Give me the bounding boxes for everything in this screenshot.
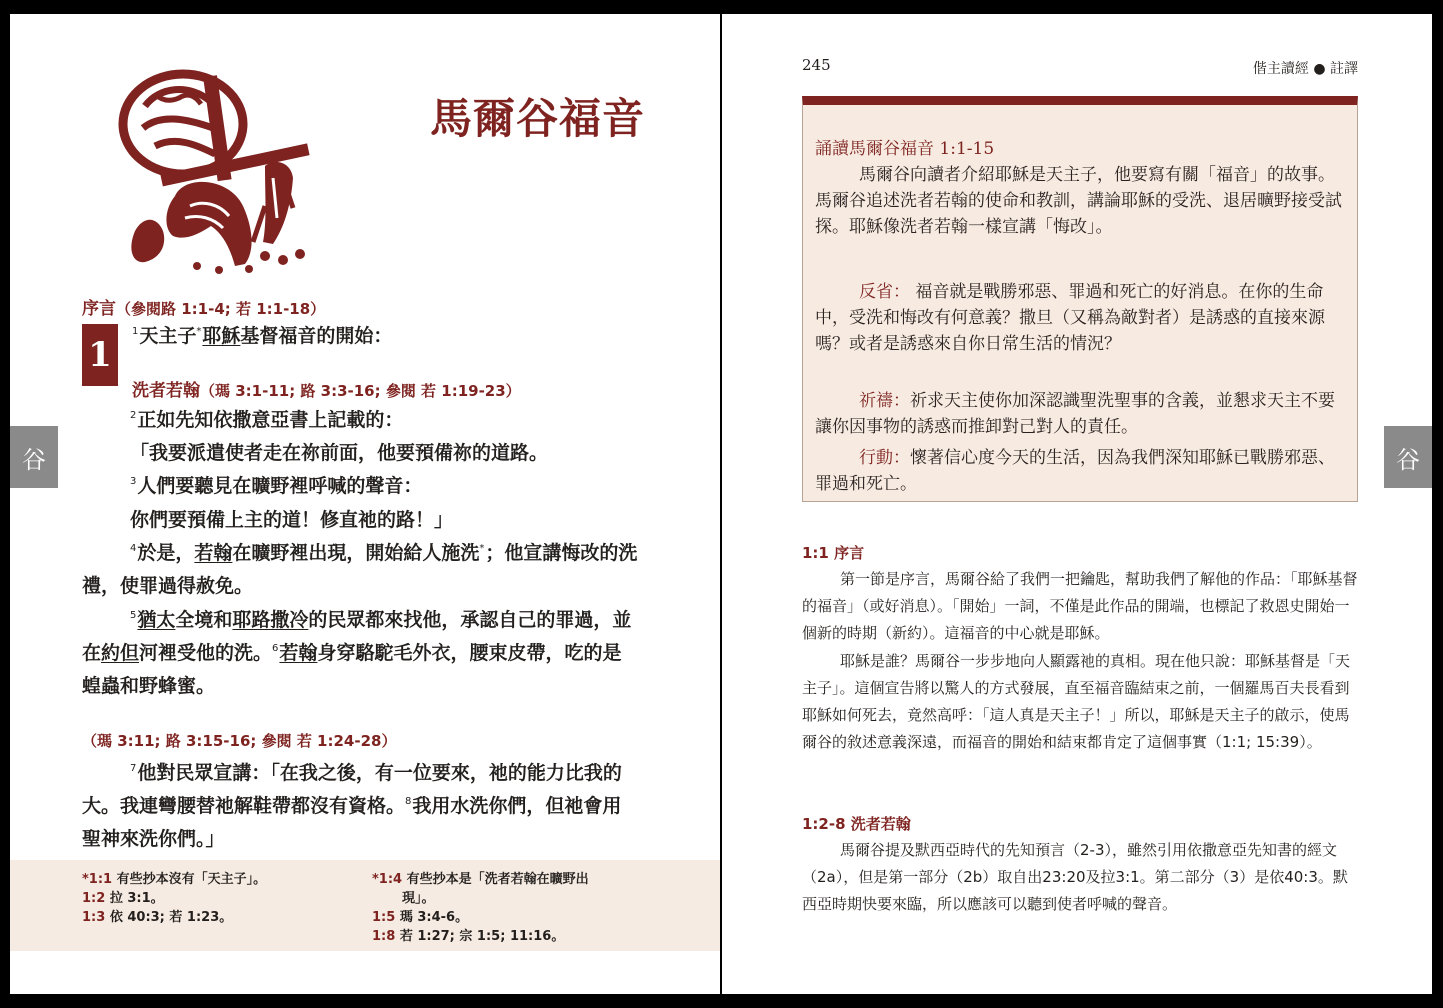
footnote-ref: 1:8 (372, 929, 396, 944)
verse-4 (82, 537, 640, 603)
underlined-name: 若翰 (279, 642, 318, 664)
section-heading-refs (82, 730, 396, 751)
book-title: 馬爾谷福音 (430, 94, 646, 143)
footnote-text: 有些抄本是「洗者若翰在曠野出 (402, 872, 589, 887)
footnote (82, 908, 266, 927)
verse-text: 我用水洗你們，但祂會用聖神來洗你們。」 (82, 795, 622, 850)
verse-text: 的民眾都來找他，承認自己的罪過，並在 (82, 609, 632, 664)
action-text: 懷著信心度今天的生活，因為我們深知耶穌已戰勝邪惡、罪過和死亡。 (815, 448, 1335, 494)
commentary-paragraph: 第一節是序言，馬爾谷給了我們一把鑰匙，幫助我們了解他的作品：「耶穌基督的福音」（或好消息）。「開始」一詞，不僅是此作品的開端，也標記了救恩史開始一個新的時期（新約）。這福音的中心就是耶穌。 (802, 570, 1358, 642)
footnote-text: 拉 3:1。 (105, 891, 164, 906)
footnote (82, 870, 266, 889)
parallel-references: （瑪 3:1-11; 路 3:3-16; 參閱 若 1:19-23） (200, 382, 521, 400)
footnote-text: 瑪 3:4-6。 (395, 910, 469, 925)
footnote-marker: * (479, 543, 485, 554)
footnote-continuation: 現」。 (402, 891, 435, 906)
underlined-name: 猶太 (137, 609, 176, 631)
underlined-name: 耶穌 (202, 325, 241, 347)
footnote-text: 若 1:27; 宗 1:5; 11:16。 (395, 929, 565, 944)
footnote (372, 908, 589, 927)
verse-text: 於是， (137, 542, 195, 564)
footnotes (10, 860, 720, 951)
devotion-intro: 馬爾谷向讀者介紹耶穌是天主子，他要寫有關「福音」的故事。馬爾谷追述洗者若翰的使命和教訓，講論耶穌的受洗、退居曠野接受試探。耶穌像洗者若翰一樣宣講「悔改」。 (815, 165, 1342, 237)
verse-text: 正如先知依撒意亞書上記載的： (137, 409, 404, 431)
baptism-woodcut-illustration (115, 66, 320, 276)
commentary-heading: 1:2-8 洗者若翰 (802, 815, 911, 833)
prayer-text: 祈求天主使你加深認識聖洗聖事的含義，並懇求天主不要讓你因事物的誘惑而推卸對己對人的責任。 (815, 391, 1335, 437)
reflection-label: 反省： (859, 282, 910, 302)
devotion-reflection (815, 279, 1345, 357)
underlined-name: 耶路撒冷 (232, 609, 309, 631)
verse-text: 全境和 (175, 609, 233, 631)
verse-text: 在曠野裡出現，開始給人施洗 (232, 542, 480, 564)
verse-number: 2 (130, 410, 137, 421)
verse-text: ；他宣講悔改的洗禮，使罪過得赦免。 (82, 542, 638, 597)
verse-text: 天主子 (139, 325, 197, 347)
verse-number: 1 (132, 326, 139, 337)
running-head: 偕主讀經 ● 註譯 (1252, 61, 1358, 77)
underlined-name: 約但 (101, 642, 140, 664)
right-page (722, 14, 1432, 994)
action-label: 行動： (859, 448, 910, 468)
verse-number: 8 (405, 796, 412, 807)
verse-2 (82, 404, 688, 437)
section-title: 洗者若翰 (132, 381, 200, 401)
chapter-number: 1 (82, 324, 118, 386)
footnote-ref: 1:5 (372, 910, 396, 925)
prayer-label: 祈禱： (859, 391, 910, 411)
footnote-text: 有些抄本沒有「天主子」。 (112, 872, 267, 887)
devotion-action (815, 445, 1345, 497)
commentary-heading: 1:1 序言 (802, 544, 865, 562)
devotion-heading: 誦讀馬爾谷福音 1:1-15 (815, 139, 995, 159)
quote-line: 「我要派遣使者走在祢前面，他要預備祢的道路。 (130, 442, 549, 464)
verse-text: 基督福音的開始： (240, 325, 393, 347)
footnote-ref: *1:4 (372, 872, 403, 887)
devotion-prayer (815, 388, 1345, 440)
footnotes-column-right (372, 870, 589, 946)
left-page (10, 14, 720, 994)
verse-text: 他對民眾宣講：「在我之後，有一位要來，祂的能力比我的大。我連彎腰替祂解鞋帶都沒有資格。 (82, 762, 622, 817)
verse-text: 人們要聽見在曠野裡呼喊的聲音： (137, 475, 423, 497)
book-thumb-tab-right[interactable]: 谷 (1384, 426, 1432, 488)
verse-number: 4 (130, 543, 137, 554)
footnote-text: 依 40:3; 若 1:23。 (105, 910, 233, 925)
verse-number: 7 (130, 763, 137, 774)
footnote (372, 870, 589, 889)
section-title: 序言 (82, 299, 116, 319)
verse-number: 3 (130, 476, 137, 487)
parallel-references: （瑪 3:11; 路 3:15-16; 參閱 若 1:24-28） (82, 732, 397, 750)
verse-number: 5 (130, 610, 137, 621)
footnote-ref: *1:1 (82, 872, 113, 887)
footnotes-column-left (82, 870, 266, 927)
page-number: 245 (802, 56, 831, 74)
devotion-box (802, 96, 1358, 502)
quote-line: 你們要預備上主的道！修直祂的路！」 (130, 509, 454, 531)
footnote-ref: 1:3 (82, 910, 106, 925)
footnote (372, 927, 589, 946)
section-heading-prologue (82, 294, 325, 319)
commentary-paragraph: 馬爾谷提及默西亞時代的先知預言（2-3），雖然引用依撒意亞先知書的經文（2a），但是第一部分（2b）取自出23:20及拉3:1。第二部分（3）是依40:3。默西亞時期快要來臨，所以應該可以聽到使者呼喊的聲音。 (802, 841, 1348, 913)
verse-number: 6 (272, 643, 279, 654)
verse-5-6 (82, 604, 640, 703)
verse-1 (132, 320, 640, 353)
commentary-paragraph: 耶穌是誰？馬爾谷一步步地向人顯露祂的真相。現在他只說：耶穌基督是「天主子」。這個宣告將以驚人的方式發展，直至福音臨結束之前，一個羅馬百夫長看到耶穌如何死去，竟然高呼：「這人真是天主子！」所以，耶穌是天主子的啟示，使馬爾谷的敘述意義深遠，而福音的開始和結束都肯定了這個事實（1:1; 15:39）。 (802, 652, 1351, 751)
book-thumb-tab-left[interactable]: 谷 (10, 426, 58, 488)
verse-3 (82, 470, 688, 503)
parallel-references: （參閱路 1:1-4; 若 1:1-18） (116, 300, 326, 318)
verse-text: 河裡受他的洗。 (139, 642, 273, 664)
verse-text: 身穿駱駝毛外衣，腰束皮帶，吃的是蝗蟲和野蜂蜜。 (82, 642, 622, 697)
footnote-marker: * (196, 326, 202, 337)
footnote (82, 889, 266, 908)
footnote-ref: 1:2 (82, 891, 106, 906)
verse-7-8 (82, 757, 640, 856)
reflection-text: 福音就是戰勝邪惡、罪過和死亡的好消息。在你的生命中，受洗和悔改有何意義？撒旦（又稱為敵對者）是誘惑的直接來源嗎？或者是誘惑來自你日常生活的情況？ (815, 282, 1325, 354)
section-heading-john-baptist (132, 376, 521, 401)
underlined-name: 若翰 (194, 542, 233, 564)
